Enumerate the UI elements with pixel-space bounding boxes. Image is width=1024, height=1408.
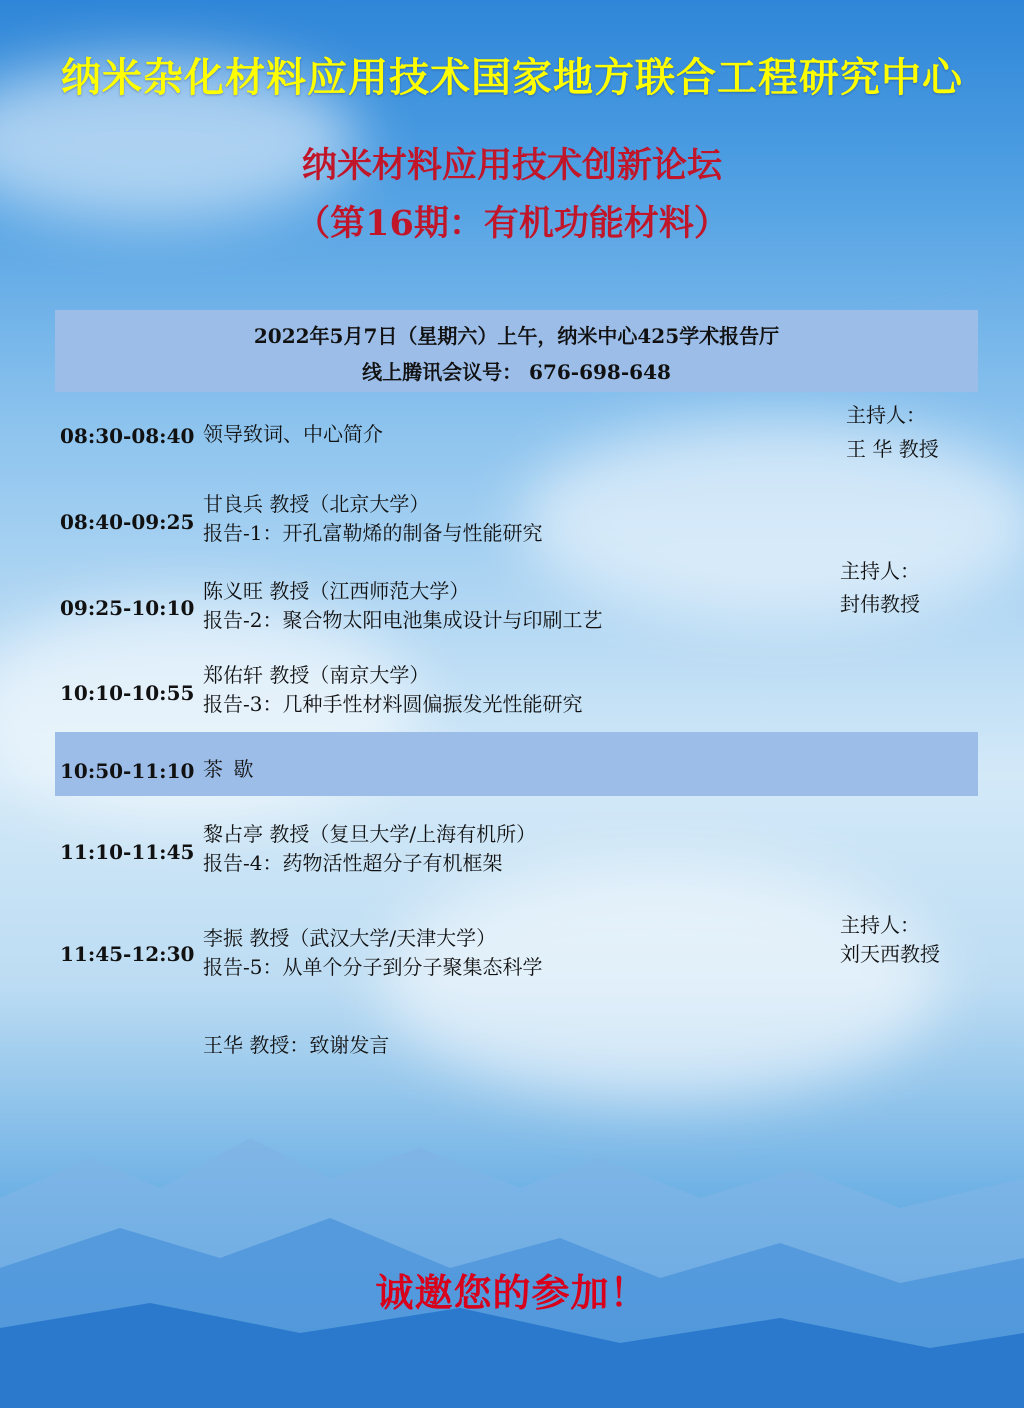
report-title: 报告-4：药物活性超分子有机框架 — [203, 851, 503, 875]
host-name: 王 华 教授 — [846, 437, 939, 461]
host-label: 主持人： — [846, 403, 926, 427]
time-slot: 11:10-11:45 — [60, 840, 195, 864]
tea-break-label: 茶 歇 — [203, 757, 256, 781]
time-slot: 10:50-11:10 — [60, 759, 195, 783]
host-label: 主持人： — [840, 913, 920, 937]
report-title: 报告-5：从单个分子到分子聚集态科学 — [203, 955, 543, 979]
meeting-id: 线上腾讯会议号： 676-698-648 — [362, 360, 671, 384]
speaker: 郑佑轩 教授（南京大学） — [203, 663, 430, 687]
speaker: 李振 教授（武汉大学/天津大学） — [203, 926, 497, 950]
report-title: 报告-1：开孔富勒烯的制备与性能研究 — [203, 521, 543, 545]
report-title: 报告-3：几种手性材料圆偏振发光性能研究 — [203, 692, 583, 716]
time-slot: 08:30-08:40 — [60, 424, 195, 448]
host-name: 刘天西教授 — [840, 942, 940, 966]
org-title: 纳米杂化材料应用技术国家地方联合工程研究中心 — [61, 55, 963, 101]
time-slot: 09:25-10:10 — [60, 596, 195, 620]
forum-subtitle: （第16期：有机功能材料） — [295, 203, 729, 244]
time-slot: 08:40-09:25 — [60, 510, 195, 534]
cloud-decoration — [520, 420, 1024, 620]
session-title: 领导致词、中心简介 — [203, 422, 383, 446]
host-label: 主持人： — [840, 559, 920, 583]
invitation-text: 诚邀您的参加！ — [375, 1271, 649, 1315]
report-title: 报告-2：聚合物太阳电池集成设计与印刷工艺 — [203, 608, 603, 632]
speaker: 甘良兵 教授（北京大学） — [203, 492, 430, 516]
mountain-decoration — [0, 1078, 1024, 1408]
time-slot: 11:45-12:30 — [60, 942, 195, 966]
date-location: 2022年5月7日（星期六）上午，纳米中心425学术报告厅 — [253, 324, 780, 348]
speaker: 陈义旺 教授（江西师范大学） — [203, 579, 470, 603]
closing-remarks: 王华 教授：致谢发言 — [203, 1033, 390, 1057]
forum-title: 纳米材料应用技术创新论坛 — [301, 145, 722, 186]
host-name: 封伟教授 — [840, 592, 920, 616]
time-slot: 10:10-10:55 — [60, 681, 195, 705]
speaker: 黎占亭 教授（复旦大学/上海有机所） — [203, 822, 537, 846]
info-band — [55, 310, 978, 392]
